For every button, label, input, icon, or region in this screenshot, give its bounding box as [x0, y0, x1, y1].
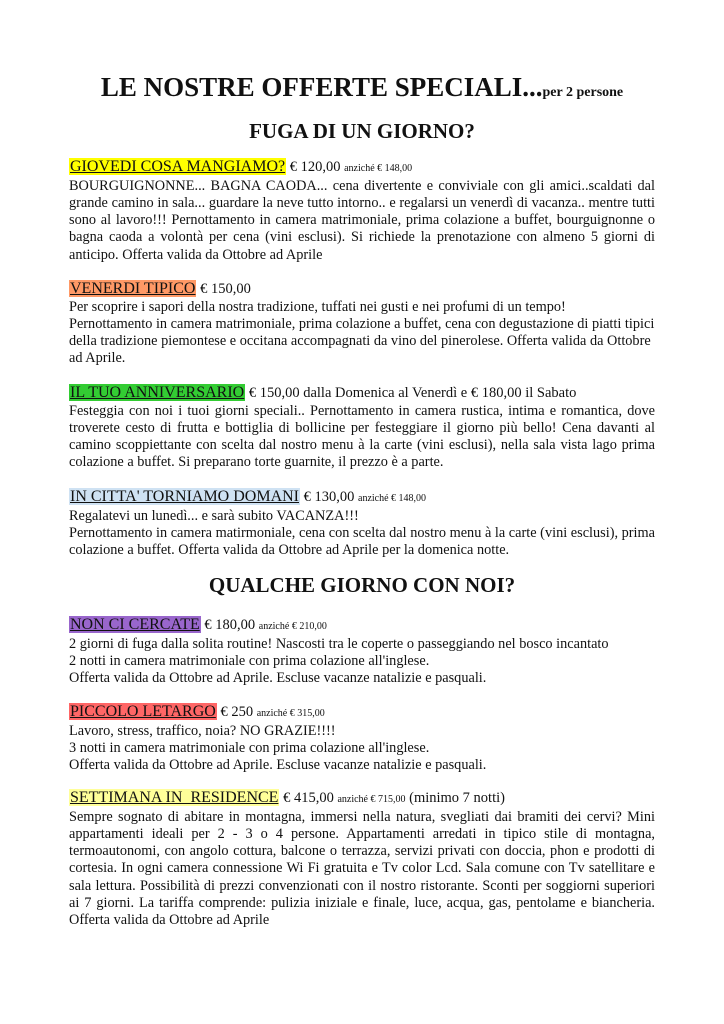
- offer-name: IN CITTA' TORNIAMO DOMANI: [70, 488, 299, 505]
- offer-old-price: anziché € 315,00: [256, 708, 325, 719]
- page-title-main: LE NOSTRE OFFERTE SPECIALI...: [100, 72, 543, 102]
- offer-price: € 130,00: [300, 489, 358, 505]
- offer-name: SETTIMANA IN RESIDENCE: [70, 789, 279, 806]
- offer-description: Per scoprire i sapori della nostra tradizione, tuffati nei gusti e nei profumi di un tempo! Pernottamento in camera matrimoniale, prima colazione a buffet, cena con degustazione di piatti tipici della tradizione piemontese e occitana accompagnati da vino del pinerolese. Offerta valida da Ottobre ad Aprile.: [69, 298, 655, 367]
- offer-header: [69, 789, 655, 809]
- offer-non-ci-cercate: [69, 616, 655, 687]
- offer-settimana-residence: [69, 789, 655, 930]
- offer-extra: (minimo 7 notti): [405, 790, 505, 806]
- offer-name: IL TUO ANNIVERSARIO: [70, 384, 245, 401]
- offer-name: VENERDI TIPICO: [70, 280, 196, 297]
- offer-price: € 150,00 dalla Domenica al Venerdì e € 180,00 il Sabato: [245, 385, 577, 401]
- offer-description: BOURGUIGNONNE... BAGNA CAODA... cena divertente e conviviale con gli amici..scaldati dal grande camino in sala... guardare la neve tutto intorno.. e regalarsi un venerdì di vacanza.. mentre tutti sono al lavoro!!! Pernottamento in camera matrimoniale, prima colazione a buffet, bourguignonne o bagna caoda a volontà per cena (vini esclusi). Si richiede la prenotazione con almeno 5 giorni di anticipo. Offerta valida da Ottobre ad Aprile: [69, 177, 655, 263]
- offer-header: [69, 703, 655, 723]
- section-title-qualche: QUALCHE GIORNO CON NOI?: [208, 573, 516, 597]
- page-title: [0, 70, 724, 110]
- offer-price: € 150,00: [196, 281, 251, 297]
- offer-piccolo-letargo: [69, 703, 655, 774]
- offer-description: 2 giorni di fuga dalla solita routine! Nascosti tra le coperte o passeggiando nel bosco incantato 2 notti in camera matrimoniale con prima colazione all'inglese. Offerta valida da Ottobre ad Aprile. Escluse vacanze natalizie e pasquali.: [69, 635, 609, 687]
- offer-name: PICCOLO LETARGO: [70, 703, 216, 720]
- offer-citta: [69, 488, 655, 559]
- offer-description: Festeggia con noi i tuoi giorni speciali.. Pernottamento in camera rustica, intima e romantica, dove troverete cesto di frutta e bottiglia di bollicine per festeggiare il giorno più bello! Cena davanti al camino scoppiettante con scelta dal nostro menu à la carte (vini esclusi), nella sala vista lago prima colazione a buffet. Si preparano torte guarnite, il prezzo è a parte.: [69, 402, 655, 471]
- offer-header: [69, 158, 655, 178]
- offer-old-price: anziché € 715,00: [337, 794, 406, 805]
- offer-price: € 250: [216, 704, 257, 720]
- offer-price: € 180,00: [200, 617, 259, 633]
- section-title-fuga: FUGA DI UN GIORNO?: [249, 119, 475, 143]
- offer-anniversario: [69, 384, 655, 472]
- offer-price: € 120,00: [286, 159, 345, 175]
- offer-old-price: anziché € 210,00: [258, 621, 327, 632]
- offer-name: NON CI CERCATE: [70, 616, 200, 633]
- offer-header: [69, 616, 655, 636]
- offer-header: [69, 384, 655, 403]
- offer-old-price: anziché € 148,00: [358, 493, 427, 504]
- offer-old-price: anziché € 148,00: [344, 163, 413, 174]
- offer-venerdi: [69, 280, 655, 368]
- offer-giovedi: [69, 158, 655, 264]
- offer-description: Sempre sognato di abitare in montagna, immersi nella natura, svegliati dai bramiti dei cervi? Mini appartamenti ideali per 2 - 3 o 4 persone. Appartamenti arredati in tipico stile di montagna, termoautonomi, con angolo cottura, balcone o terrazza, servizi privati con doccia, phon e prodotti di cortesia. In ogni camera connessione Wi Fi gratuita e Tv color Lcd. Sala comune con Tv satellitare e sala lettura. Possibilità di prezzi convenzionati con il nostro ristorante. Sconti per soggiorni superiori ai 7 giorni. La tariffa comprende: pulizia iniziale e finale, luce, acqua, gas, pentolame e biancheria. Offerta valida da Ottobre ad Aprile: [69, 808, 655, 929]
- offer-header: [69, 488, 655, 508]
- offer-description: Regalatevi un lunedì... e sarà subito VACANZA!!! Pernottamento in camera matirmoniale, cena con scelta dal nostro menu à la carte (vini esclusi), prima colazione a buffet. Offerta valida da Ottobre ad Aprile per la domenica notte.: [69, 507, 655, 559]
- offer-price: € 415,00: [279, 790, 338, 806]
- offer-name: GIOVEDI COSA MANGIAMO?: [70, 158, 286, 175]
- page-title-suffix: per 2 persone: [542, 85, 624, 100]
- offer-description: Lavoro, stress, traffico, noia? NO GRAZIE!!!! 3 notti in camera matrimoniale con prima colazione all'inglese. Offerta valida da Ottobre ad Aprile. Escluse vacanze natalizie e pasquali.: [69, 722, 487, 774]
- offer-header: [69, 280, 655, 299]
